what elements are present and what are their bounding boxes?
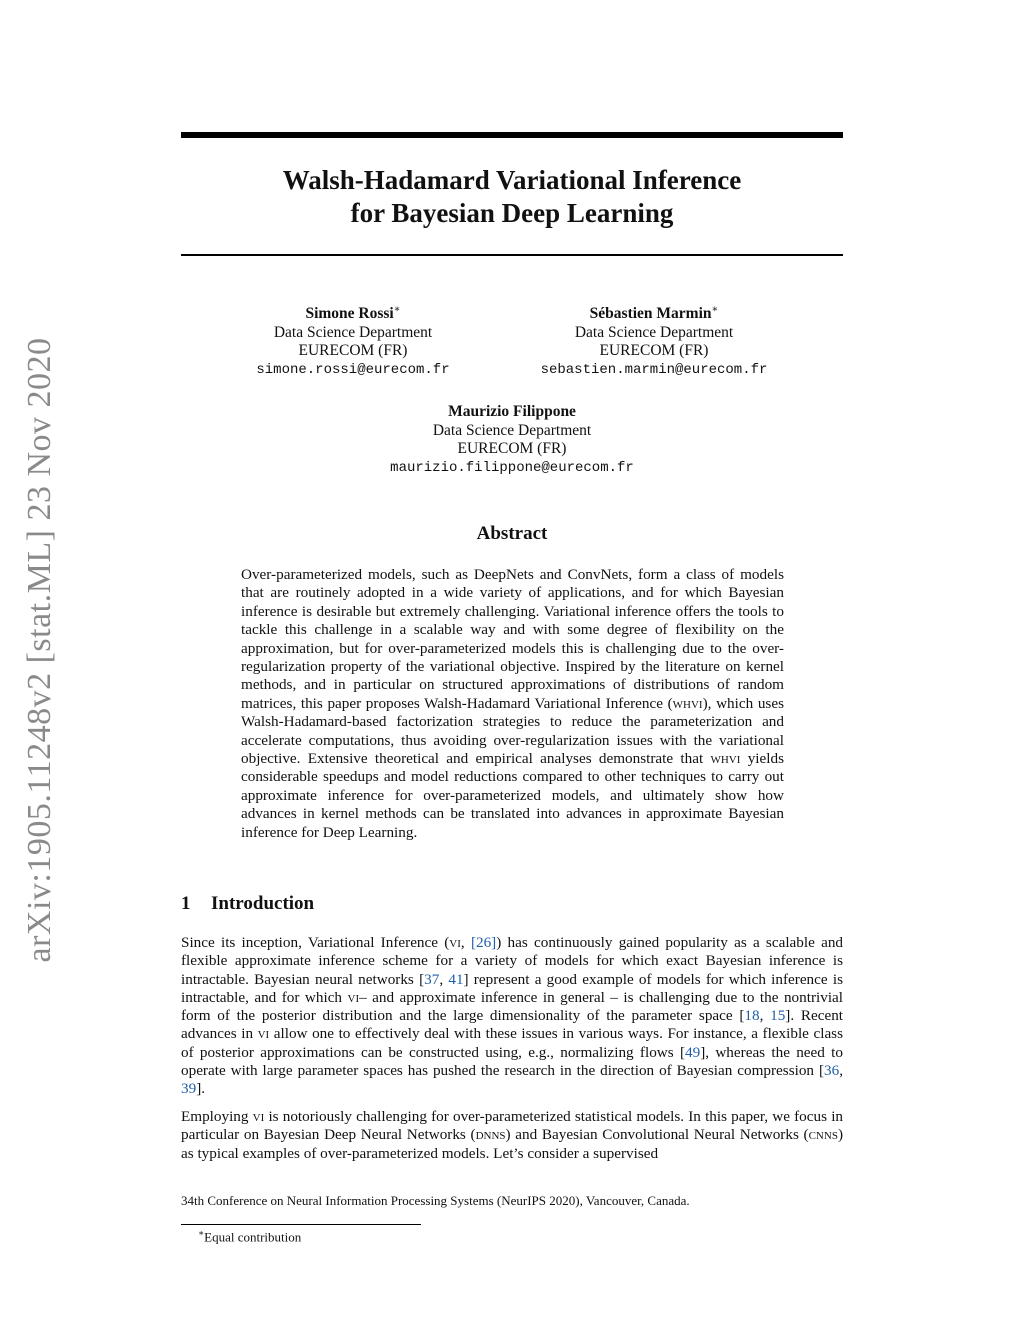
citation-link[interactable]: 37 — [424, 970, 440, 988]
section-number: 1 — [181, 893, 191, 914]
citation-link[interactable]: 15 — [770, 1007, 786, 1025]
author-name: Maurizio Filippone — [448, 403, 576, 420]
author-name: Simone Rossi∗ — [305, 304, 401, 323]
section-title: Introduction — [211, 893, 315, 914]
author-block-marmin — [536, 301, 772, 379]
intro-paragraph-2: Employing vi is notoriously challenging for over-parameterized statistical models. In this paper, we focus in particular on Bayesian Deep Neural Networks (dnns) and Bayesian Convolutional Neural Networks (cnns) as typical examples of over-parameterized models. Let’s consider a supervised — [181, 1108, 844, 1162]
citation-link[interactable]: 41 — [448, 970, 464, 988]
section-heading-introduction — [181, 893, 314, 915]
title-rule-bottom — [181, 254, 843, 256]
abbr-whvi: whvi — [710, 750, 741, 768]
title-line-1: Walsh-Hadamard Variational Inference — [282, 165, 742, 195]
author-institution: EURECOM (FR) — [457, 440, 567, 457]
title-line-2: for Bayesian Deep Learning — [350, 198, 674, 228]
abbr-whvi: whvi — [672, 694, 703, 712]
author-department: Data Science Department — [432, 421, 592, 439]
author-department: Data Science Department — [574, 323, 734, 341]
citation-link[interactable]: 39 — [181, 1080, 197, 1098]
author-email[interactable]: maurizio.filippone@eurecom.fr — [390, 459, 634, 476]
title-rule-top — [181, 132, 843, 138]
citation-link[interactable]: 18 — [744, 1007, 760, 1025]
author-institution: EURECOM (FR) — [298, 342, 408, 360]
footnote-rule — [181, 1224, 421, 1225]
conference-note: 34th Conference on Neural Information Processing Systems (NeurIPS 2020), Vancouver, Canada. — [181, 1193, 690, 1208]
author-email[interactable]: sebastien.marmin@eurecom.fr — [540, 361, 768, 378]
footnote-equal-contribution: ∗Equal contribution — [198, 1228, 302, 1245]
author-name: Sébastien Marmin∗ — [589, 304, 719, 323]
author-email[interactable]: simone.rossi@eurecom.fr — [256, 361, 450, 378]
citation-link[interactable]: 36 — [824, 1062, 840, 1080]
paper-title — [181, 164, 843, 230]
author-institution: EURECOM (FR) — [599, 342, 709, 360]
intro-paragraph-1: Since its inception, Variational Inference (vi, [26]) has continuously gained popularity as a scalable and flexible approximate inference scheme for a variety of models for which exact Bayesian inference is intractable. Bayesian neural networks [37, 41] represent a good example of models for which inference is intractable, and for which vi– and approximate inference in general – is challenging due to the nontrivial form of the posterior distribution and the large dimensionality of the parameter space [18, 15]. Recent advances in vi allow one to effectively deal with these issues in various ways. For instance, a flexible class of posterior approximations can be constructed using, e.g., normalizing flows [49], whereas the need to operate with large parameter spaces has pushed the research in the direction of Bayesian compression [36, 39]. — [181, 934, 844, 1098]
citation-link[interactable]: [26] — [470, 934, 497, 951]
citation-link[interactable]: 49 — [685, 1043, 701, 1061]
abstract-heading: Abstract — [476, 523, 548, 544]
author-department: Data Science Department — [273, 323, 433, 341]
author-block-filippone — [382, 403, 642, 477]
author-block-rossi — [252, 301, 454, 379]
abstract-body: Over-parameterized models, such as DeepNets and ConvNets, form a class of models that are routinely adopted in a wide variety of applications, and for which Bayesian inference is desirable but extremely challenging. Variational inference offers the tools to tackle this challenge in a scalable way and with some degree of flexibility on the approximation, but for over-parameterized models this is challenging due to the over-regularization property of the variational objective. Inspired by the literature on kernel methods, and in particular on structured approximations of distributions of random matrices, this paper proposes Walsh-Hadamard Variational Inference (whvi), which uses Walsh-Hadamard-based factorization strategies to reduce the parameterization and accelerate computations, thus avoiding over-regularization issues with the variational objective. Extensive theoretical and empirical analyses demonstrate that whvi yields considerable speedups and model reductions compared to other techniques to carry out approximate inference for over-parameterized models, and ultimately show how advances in kernel methods can be translated into advances in approximate Bayesian inference for Deep Learning. — [241, 566, 784, 841]
arxiv-margin-stamp: arXiv:1905.11248v2 [stat.ML] 23 Nov 2020 — [21, 337, 58, 963]
